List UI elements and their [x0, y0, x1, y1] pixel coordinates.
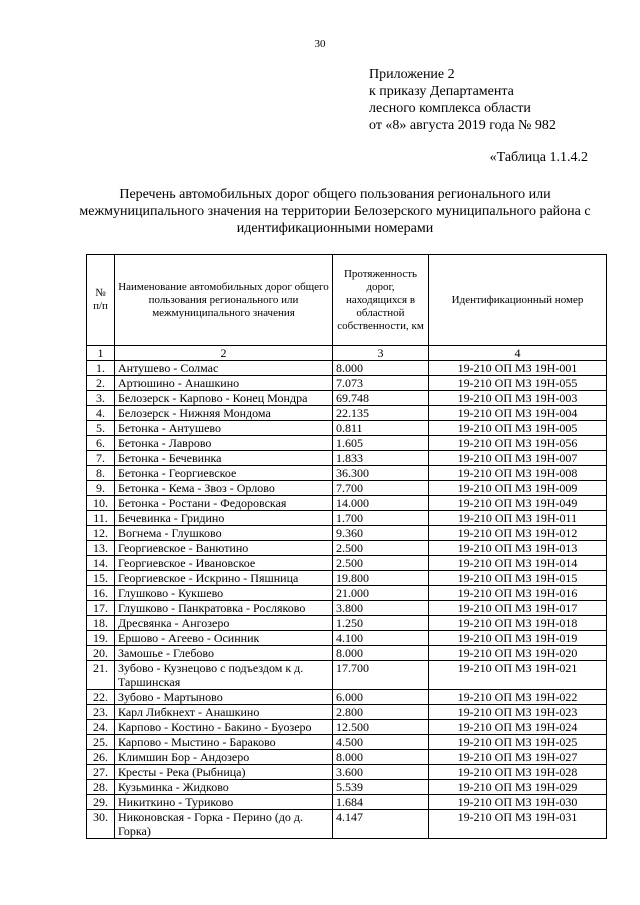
road-id: 19-210 ОП МЗ 19Н-049	[429, 496, 607, 511]
road-length: 17.700	[333, 661, 429, 690]
row-number: 24.	[87, 720, 115, 735]
column-number: 2	[115, 346, 333, 361]
road-name: Бетонка - Антушево	[115, 421, 333, 436]
road-name: Глушково - Кукшево	[115, 586, 333, 601]
column-number: 1	[87, 346, 115, 361]
road-name: Вогнема - Глушково	[115, 526, 333, 541]
road-length: 69.748	[333, 391, 429, 406]
row-number: 22.	[87, 690, 115, 705]
road-name: Бетонка - Ростани - Федоровская	[115, 496, 333, 511]
road-id: 19-210 ОП МЗ 19Н-028	[429, 765, 607, 780]
header-road-name: Наименование автомобильных дорог общего пользования регионального или межмуниципального значения	[115, 255, 333, 346]
table-row	[87, 376, 607, 391]
road-length: 1.250	[333, 616, 429, 631]
road-id: 19-210 ОП МЗ 19Н-020	[429, 646, 607, 661]
table-row	[87, 646, 607, 661]
road-name: Глушково - Панкратовка - Росляково	[115, 601, 333, 616]
road-id: 19-210 ОП МЗ 19Н-056	[429, 436, 607, 451]
road-name: Бетонка - Бечевинка	[115, 451, 333, 466]
road-name: Антушево - Солмас	[115, 361, 333, 376]
table-row	[87, 780, 607, 795]
appendix-header	[369, 66, 556, 134]
road-length: 5.539	[333, 780, 429, 795]
row-number: 3.	[87, 391, 115, 406]
table-row	[87, 406, 607, 421]
road-id: 19-210 ОП МЗ 19Н-015	[429, 571, 607, 586]
road-id: 19-210 ОП МЗ 19Н-016	[429, 586, 607, 601]
road-length: 2.500	[333, 541, 429, 556]
road-name: Бетонка - Лаврово	[115, 436, 333, 451]
road-length: 8.000	[333, 750, 429, 765]
table-row	[87, 661, 607, 690]
road-id: 19-210 ОП МЗ 19Н-023	[429, 705, 607, 720]
road-id: 19-210 ОП МЗ 19Н-029	[429, 780, 607, 795]
row-number: 29.	[87, 795, 115, 810]
road-name: Никоновская - Горка - Перино (до д. Горка)	[115, 810, 333, 839]
table-row	[87, 511, 607, 526]
road-length: 19.800	[333, 571, 429, 586]
appendix-line: к приказу Департамента	[369, 84, 514, 99]
row-number: 27.	[87, 765, 115, 780]
road-id: 19-210 ОП МЗ 19Н-013	[429, 541, 607, 556]
road-length: 0.811	[333, 421, 429, 436]
road-name: Карпово - Костино - Бакино - Буозеро	[115, 720, 333, 735]
row-number: 12.	[87, 526, 115, 541]
row-number: 2.	[87, 376, 115, 391]
road-name: Бетонка - Георгиевское	[115, 466, 333, 481]
road-length: 8.000	[333, 361, 429, 376]
table-row	[87, 631, 607, 646]
road-length: 1.833	[333, 451, 429, 466]
row-number: 4.	[87, 406, 115, 421]
table-row	[87, 690, 607, 705]
road-name: Никиткино - Туриково	[115, 795, 333, 810]
table-reference: «Таблица 1.1.4.2	[489, 150, 588, 165]
road-name: Георгиевское - Искрино - Пяшница	[115, 571, 333, 586]
road-name: Георгиевское - Ивановское	[115, 556, 333, 571]
table-row	[87, 466, 607, 481]
road-length: 3.800	[333, 601, 429, 616]
table-row	[87, 391, 607, 406]
road-id: 19-210 ОП МЗ 19Н-027	[429, 750, 607, 765]
road-name: Дресвянка - Ангозеро	[115, 616, 333, 631]
row-number: 18.	[87, 616, 115, 631]
road-id: 19-210 ОП МЗ 19Н-024	[429, 720, 607, 735]
header-id: Идентификационный номер	[429, 255, 607, 346]
table-row	[87, 421, 607, 436]
row-number: 20.	[87, 646, 115, 661]
table-row	[87, 616, 607, 631]
table-row	[87, 586, 607, 601]
road-length: 9.360	[333, 526, 429, 541]
road-length: 2.500	[333, 556, 429, 571]
road-length: 4.100	[333, 631, 429, 646]
row-number: 23.	[87, 705, 115, 720]
row-number: 21.	[87, 661, 115, 690]
road-length: 7.073	[333, 376, 429, 391]
road-id: 19-210 ОП МЗ 19Н-021	[429, 661, 607, 690]
road-length: 12.500	[333, 720, 429, 735]
road-length: 21.000	[333, 586, 429, 601]
column-numbers-row	[87, 346, 607, 361]
row-number: 13.	[87, 541, 115, 556]
road-length: 3.600	[333, 765, 429, 780]
row-number: 17.	[87, 601, 115, 616]
road-id: 19-210 ОП МЗ 19Н-055	[429, 376, 607, 391]
road-id: 19-210 ОП МЗ 19Н-030	[429, 795, 607, 810]
table-row	[87, 451, 607, 466]
road-length: 7.700	[333, 481, 429, 496]
road-name: Карпово - Мыстино - Бараково	[115, 735, 333, 750]
page-number: 30	[314, 38, 326, 50]
road-name: Климшин Бор - Андозеро	[115, 750, 333, 765]
row-number: 1.	[87, 361, 115, 376]
road-name: Белозерск - Карпово - Конец Мондра	[115, 391, 333, 406]
row-number: 10.	[87, 496, 115, 511]
road-id: 19-210 ОП МЗ 19Н-012	[429, 526, 607, 541]
road-id: 19-210 ОП МЗ 19Н-022	[429, 690, 607, 705]
road-name: Карл Либкнехт - Анашкино	[115, 705, 333, 720]
road-length: 2.800	[333, 705, 429, 720]
road-id: 19-210 ОП МЗ 19Н-003	[429, 391, 607, 406]
column-number: 4	[429, 346, 607, 361]
road-id: 19-210 ОП МЗ 19Н-017	[429, 601, 607, 616]
road-length: 36.300	[333, 466, 429, 481]
road-name: Георгиевское - Ванютино	[115, 541, 333, 556]
road-id: 19-210 ОП МЗ 19Н-007	[429, 451, 607, 466]
road-length: 8.000	[333, 646, 429, 661]
road-length: 6.000	[333, 690, 429, 705]
table-row	[87, 436, 607, 451]
road-id: 19-210 ОП МЗ 19Н-005	[429, 421, 607, 436]
row-number: 5.	[87, 421, 115, 436]
road-name: Зубово - Кузнецово с подъездом к д. Таршинская	[115, 661, 333, 690]
column-number: 3	[333, 346, 429, 361]
road-length: 1.605	[333, 436, 429, 451]
road-name: Ершово - Агеево - Осинник	[115, 631, 333, 646]
table-row	[87, 496, 607, 511]
table-row	[87, 810, 607, 839]
header-number: № п/п	[87, 255, 115, 346]
road-name: Зубово - Мартыново	[115, 690, 333, 705]
table-header-row	[87, 255, 607, 346]
road-length: 1.700	[333, 511, 429, 526]
table-row	[87, 601, 607, 616]
row-number: 14.	[87, 556, 115, 571]
table-row	[87, 735, 607, 750]
road-id: 19-210 ОП МЗ 19Н-004	[429, 406, 607, 421]
appendix-line: Приложение 2	[369, 67, 455, 82]
road-length: 1.684	[333, 795, 429, 810]
road-length: 4.147	[333, 810, 429, 839]
row-number: 11.	[87, 511, 115, 526]
table-row	[87, 705, 607, 720]
row-number: 25.	[87, 735, 115, 750]
road-id: 19-210 ОП МЗ 19Н-008	[429, 466, 607, 481]
table-row	[87, 795, 607, 810]
row-number: 8.	[87, 466, 115, 481]
road-id: 19-210 ОП МЗ 19Н-011	[429, 511, 607, 526]
table-row	[87, 526, 607, 541]
row-number: 26.	[87, 750, 115, 765]
table-row	[87, 720, 607, 735]
table-row	[87, 571, 607, 586]
table-row	[87, 361, 607, 376]
road-length: 4.500	[333, 735, 429, 750]
roads-table	[86, 254, 607, 839]
road-id: 19-210 ОП МЗ 19Н-014	[429, 556, 607, 571]
row-number: 15.	[87, 571, 115, 586]
table-row	[87, 541, 607, 556]
road-length: 14.000	[333, 496, 429, 511]
road-name: Кресты - Река (Рыбница)	[115, 765, 333, 780]
road-length: 22.135	[333, 406, 429, 421]
row-number: 6.	[87, 436, 115, 451]
row-number: 19.	[87, 631, 115, 646]
header-length: Протяженность дорог, находящихся в областной собственности, км	[333, 255, 429, 346]
row-number: 9.	[87, 481, 115, 496]
table-row	[87, 750, 607, 765]
road-name: Замошье - Глебово	[115, 646, 333, 661]
road-name: Бетонка - Кема - Звоз - Орлово	[115, 481, 333, 496]
table-row	[87, 765, 607, 780]
road-id: 19-210 ОП МЗ 19Н-019	[429, 631, 607, 646]
appendix-line: лесного комплекса области	[369, 101, 531, 116]
table-row	[87, 481, 607, 496]
row-number: 7.	[87, 451, 115, 466]
road-name: Артюшино - Анашкино	[115, 376, 333, 391]
road-id: 19-210 ОП МЗ 19Н-031	[429, 810, 607, 839]
road-name: Кузьминка - Жидково	[115, 780, 333, 795]
row-number: 16.	[87, 586, 115, 601]
road-id: 19-210 ОП МЗ 19Н-025	[429, 735, 607, 750]
row-number: 28.	[87, 780, 115, 795]
road-id: 19-210 ОП МЗ 19Н-018	[429, 616, 607, 631]
road-id: 19-210 ОП МЗ 19Н-009	[429, 481, 607, 496]
road-name: Белозерск - Нижняя Мондома	[115, 406, 333, 421]
road-name: Бечевинка - Гридино	[115, 511, 333, 526]
table-row	[87, 556, 607, 571]
row-number: 30.	[87, 810, 115, 839]
road-id: 19-210 ОП МЗ 19Н-001	[429, 361, 607, 376]
document-title: Перечень автомобильных дорог общего пользования регионального или межмуниципального значения на территории Белозерского муниципального района с идентификационными номерами	[79, 187, 591, 236]
appendix-line: от «8» августа 2019 года № 982	[369, 118, 556, 133]
